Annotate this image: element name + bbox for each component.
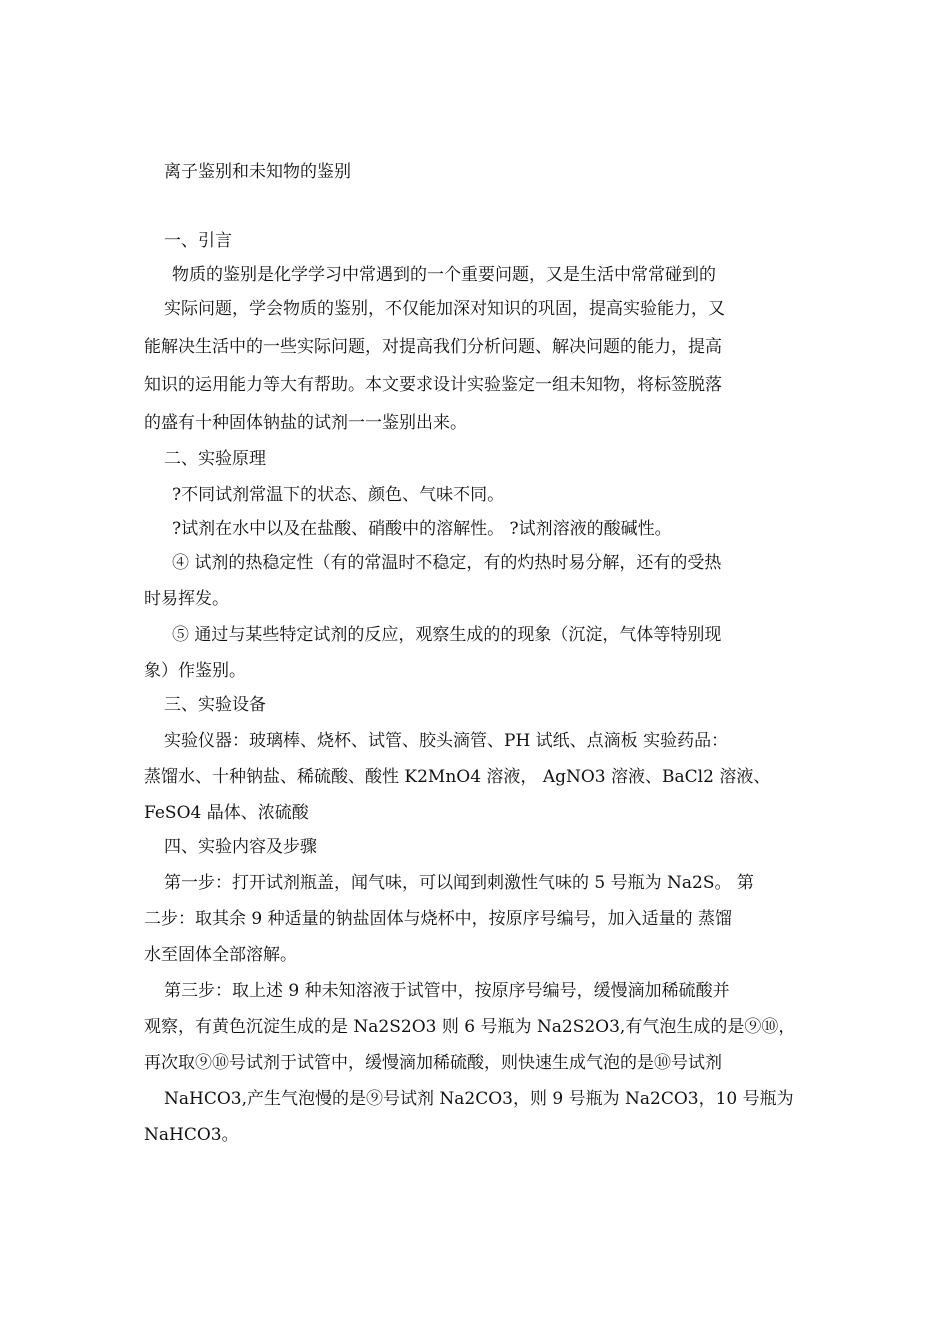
principle-item: 时易挥发。 bbox=[144, 589, 229, 609]
principle-item: ?不同试剂常温下的状态、颜色、气味不同。 bbox=[172, 485, 505, 505]
procedure-line: 水至固体全部溶解。 bbox=[144, 945, 297, 965]
paragraph-line: 实际问题，学会物质的鉴别，不仅能加深对知识的巩固，提高实验能力，又 bbox=[164, 299, 725, 319]
procedure-line: NaHCO3。 bbox=[144, 1125, 239, 1145]
principle-item: ⑤ 通过与某些特定试剂的反应，观察生成的的现象（沉淀，气体等特别现 bbox=[172, 625, 722, 645]
procedure-line: 第一步：打开试剂瓶盖，闻气味，可以闻到刺激性气味的 5 号瓶为 Na2S。 第 bbox=[164, 873, 754, 893]
procedure-line: 二步：取其余 9 种适量的钠盐固体与烧杯中，按原序号编号，加入适量的 蒸馏 bbox=[144, 909, 733, 929]
principle-item: 象）作鉴别。 bbox=[144, 661, 246, 681]
paragraph-line: 的盛有十种固体钠盐的试剂一一鉴别出来。 bbox=[144, 413, 467, 433]
equipment-line: FeSO4 晶体、浓硫酸 bbox=[144, 803, 309, 823]
procedure-line: NaHCO3,产生气泡慢的是⑨号试剂 Na2CO3，则 9 号瓶为 Na2CO3，10 号瓶为 bbox=[164, 1089, 794, 1109]
principle-item: ?试剂在水中以及在盐酸、硝酸中的溶解性。 ?试剂溶液的酸碱性。 bbox=[172, 519, 672, 539]
paragraph-line: 知识的运用能力等大有帮助。本文要求设计实验鉴定一组未知物，将标签脱落 bbox=[144, 375, 722, 395]
document-title: 离子鉴别和未知物的鉴别 bbox=[164, 162, 351, 182]
heading-principle: 二、实验原理 bbox=[164, 449, 266, 469]
heading-introduction: 一、引言 bbox=[164, 231, 232, 251]
principle-item: ④ 试剂的热稳定性（有的常温时不稳定，有的灼热时易分解，还有的受热 bbox=[172, 553, 722, 573]
procedure-line: 第三步：取上述 9 种未知溶液于试管中，按原序号编号，缓慢滴加稀硫酸并 bbox=[164, 981, 730, 1001]
procedure-line: 再次取⑨⑩号试剂于试管中，缓慢滴加稀硫酸，则快速生成气泡的是⑩号试剂 bbox=[144, 1053, 722, 1073]
paragraph-line: 物质的鉴别是化学学习中常遇到的一个重要问题，又是生活中常常碰到的 bbox=[172, 265, 716, 285]
heading-equipment: 三、实验设备 bbox=[164, 695, 266, 715]
paragraph-line: 能解决生活中的一些实际问题，对提高我们分析问题、解决问题的能力，提高 bbox=[144, 337, 722, 357]
equipment-line: 实验仪器：玻璃棒、烧杯、试管、胶头滴管、PH 试纸、点滴板 实验药品： bbox=[164, 731, 729, 751]
heading-procedure: 四、实验内容及步骤 bbox=[164, 837, 317, 857]
equipment-line: 蒸馏水、十种钠盐、稀硫酸、酸性 K2MnO4 溶液， AgNO3 溶液、BaCl2 溶液、 bbox=[144, 767, 771, 787]
procedure-line: 观察，有黄色沉淀生成的是 Na2S2O3 则 6 号瓶为 Na2S2O3,有气泡生成的是⑨⑩， bbox=[144, 1017, 796, 1037]
